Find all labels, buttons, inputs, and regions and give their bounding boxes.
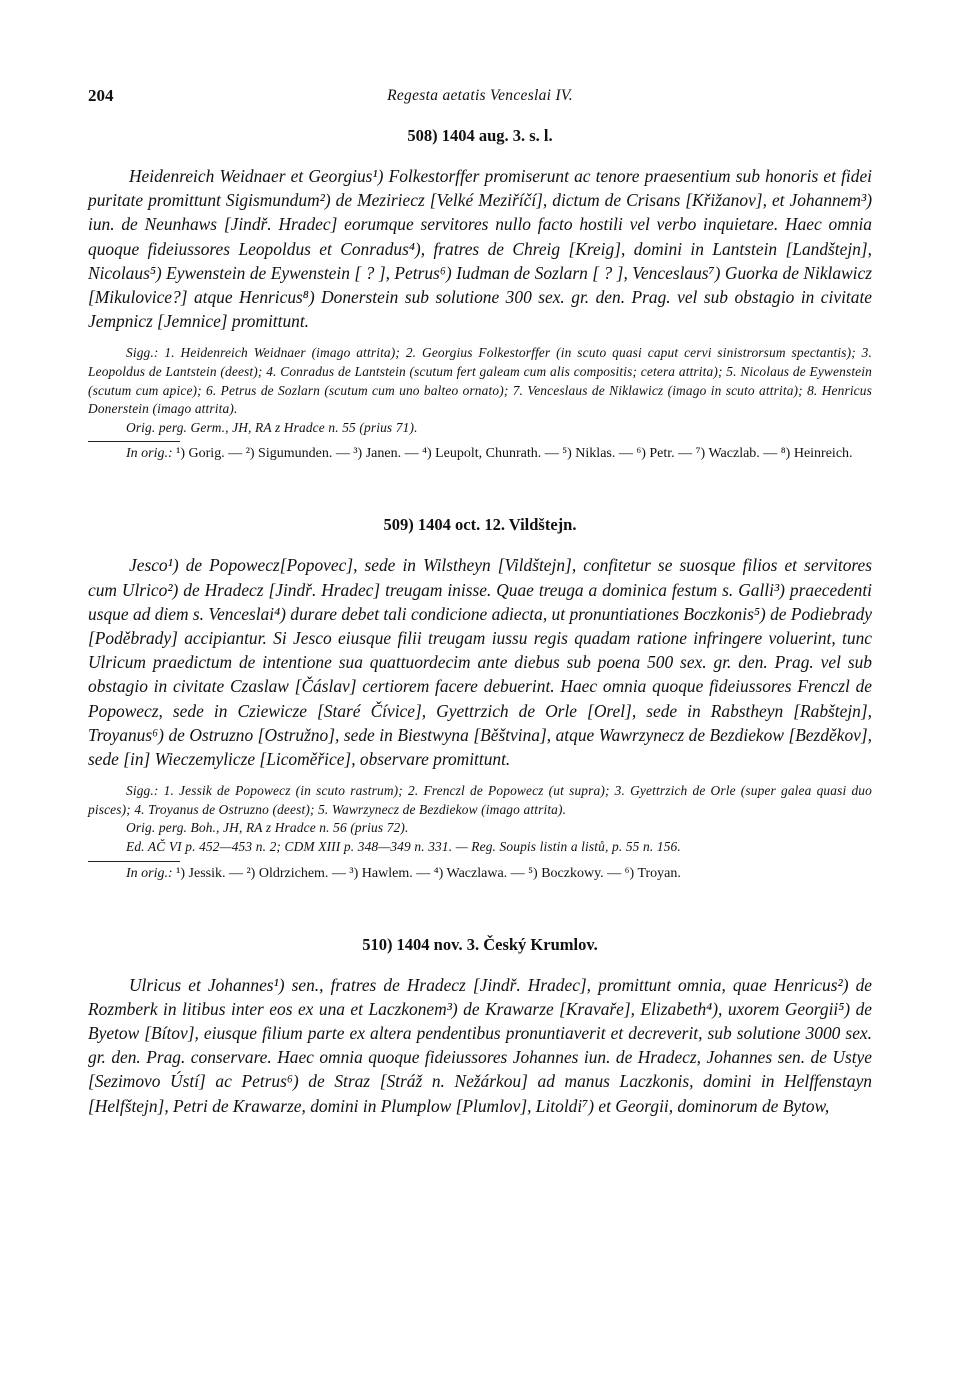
seals-description: Sigg.: 1. Jessik de Popowecz (in scuto rastrum); 2. Frenczl de Popowecz (ut supra); 3. Gyettrzich de Orle (super galea quasi duo pisces); 4. Troyanus de Ostruzno (deest); 5. Wawrzynecz de Bezdiekow (imago attrita). — [88, 783, 872, 817]
footnote-text: ¹) Gorig. — ²) Sigumunden. — ³) Janen. — ⁴) Leupolt, Chunrath. — ⁵) Niklas. — ⁶) Petr. — ⁷) Waczlab. — ⁸) Heinreich. — [176, 446, 853, 462]
footnote-rule — [88, 441, 180, 442]
entry-heading: 508) 1404 aug. 3. s. l. — [407, 126, 553, 145]
original-reference: Orig. perg. Germ., JH, RA z Hradce n. 55 (prius 71). — [126, 419, 418, 435]
footnote-lead: In orig.: — [126, 865, 173, 881]
regest-entry-510 — [88, 935, 872, 1118]
page-number: 204 — [88, 86, 114, 105]
footnotes — [88, 444, 872, 463]
footnotes — [88, 864, 872, 883]
entry-text: Jesco¹) de Popowecz[Popovec], sede in Wilstheyn [Vildštejn], confitetur se suosque filios et servitores cum Ulrico²) de Hradecz [Jindř. Hradec] treugam inisse. Quae treuga a dominica festum s. Galli³) praecedenti usque ad diem s. Venceslai⁴) durare debet tali condicione adiecta, ut pronuntiationes Boczkonis⁵) de Podiebrady [Poděbrady] accipiantur. Si Jesco eiusque filii treugam iussu regis quadam ratione infringere voluerint, tunc Ulricum praedictum de intentione sua quattuordecim ante diebus sub poena 500 sex. gr. den. Prag. vel sub obstagio in civitate Czaslaw [Čáslav] certiorem facere debuerint. Haec omnia quoque fideiussores Frenczl de Popowecz, sede in Cziewicze [Staré Čívice], Gyettrzich de Orle [Orel], sede in Rabstheyn [Rabštejn], Troyanus⁶) de Ostruzno [Ostružno], sede in Biestwyna [Běštvina], atque Wawrzynecz de Bezdiekow [Bezděkov], sede [in] Wieczemylicze [Licoměřice], observare promittunt. — [88, 555, 872, 770]
entry-heading: 510) 1404 nov. 3. Český Krumlov. — [362, 934, 598, 954]
apparatus — [88, 344, 872, 437]
entry-text: Ulricus et Johannes¹) sen., fratres de Hradecz [Jindř. Hradec], promittunt omnia, quae Henricus²) de Rozmberk in litibus inter eos ex una et Laczkonem³) de Krawarze [Kravaře], Elizabeth⁴), uxorem Georgii⁵) de Byetow [Bítov], eiusque filium parte ex altera pendentibus pronuntiaverit et decreverit, sub solutione 3000 sex. gr. den. Prag. conservare. Haec omnia quoque fideiussores Johannes iun. de Hradecz, Johannes sen. de Ustye [Sezimovo Ústí] ac Petrus⁶) de Straz [Stráž n. Nežárkou] ad manus Laczkonis, domini in Helffenstayn [Helfštejn], Petri de Krawarze, domini in Plumplow [Plumlov], Litoldi⁷) et Georgii, dominorum de Bytow, — [88, 974, 872, 1116]
original-reference: Orig. perg. Boh., JH, RA z Hradce n. 56 (prius 72). — [126, 820, 409, 836]
edition-reference: Ed. AČ VI p. 452—453 n. 2; CDM XIII p. 348—349 n. 331. — Reg. Soupis listin a listů, p. 55 n. 156. — [126, 839, 681, 854]
running-head: Regesta aetatis Venceslai IV. — [387, 87, 573, 104]
regest-entry-509 — [88, 515, 872, 882]
page-header — [88, 86, 872, 112]
footnote-rule — [88, 861, 180, 862]
footnote-lead: In orig.: — [126, 446, 173, 462]
footnote-text: ¹) Jessik. — ²) Oldrzichem. — ³) Hawlem. — ⁴) Waczlawa. — ⁵) Boczkowy. — ⁶) Troyan. — [176, 865, 681, 881]
apparatus — [88, 782, 872, 856]
entry-text: Heidenreich Weidnaer et Georgius¹) Folkestorffer promiserunt ac tenore praesentium sub honoris et fidei puritate promittunt Sigismundum²) de Meziriecz [Velké Meziříčí], dictum de Crisans [Křižanov], et Johannem³) iun. de Neunhaws [Jindř. Hradec] eorumque servitores nullo facto hostili vel verbo inquietare. Haec omnia quoque fideiussores Leopoldus et Conradus⁴), fratres de Chreig [Kreig], domini in Lantstein [Landštejn], Nicolaus⁵) Eywenstein de Eywenstein [ ? ], Petrus⁶) Iudman de Sozlarn [ ? ], Venceslaus⁷) Guorka de Niklawicz [Mikulovice?] atque Henricus⁸) Donerstein sub solutione 300 sex. gr. den. Prag. vel sub obstagio in civitate Jempnicz [Jemnice] promittunt. — [88, 166, 872, 332]
entry-heading: 509) 1404 oct. 12. Vildštejn. — [383, 515, 577, 535]
seals-description: Sigg.: 1. Heidenreich Weidnaer (imago attrita); 2. Georgius Folkestorffer (in scuto quasi caput cervi sinistrorsum spectantis); 3. Leopoldus de Lantstein (deest); 4. Conradus de Lantstein (scutum fert galeam cum alis compositis; cetera attrita); 5. Nicolaus de Eywenstein (scutum cum apice); 6. Petrus de Sozlarn (scutum cum uno balteo ornato); 7. Venceslaus de Niklawicz (imago in scuto attrita); 8. Henricus Donerstein (imago attrita). — [88, 345, 872, 417]
document-page — [88, 86, 872, 1118]
regest-entry-508 — [88, 126, 872, 463]
